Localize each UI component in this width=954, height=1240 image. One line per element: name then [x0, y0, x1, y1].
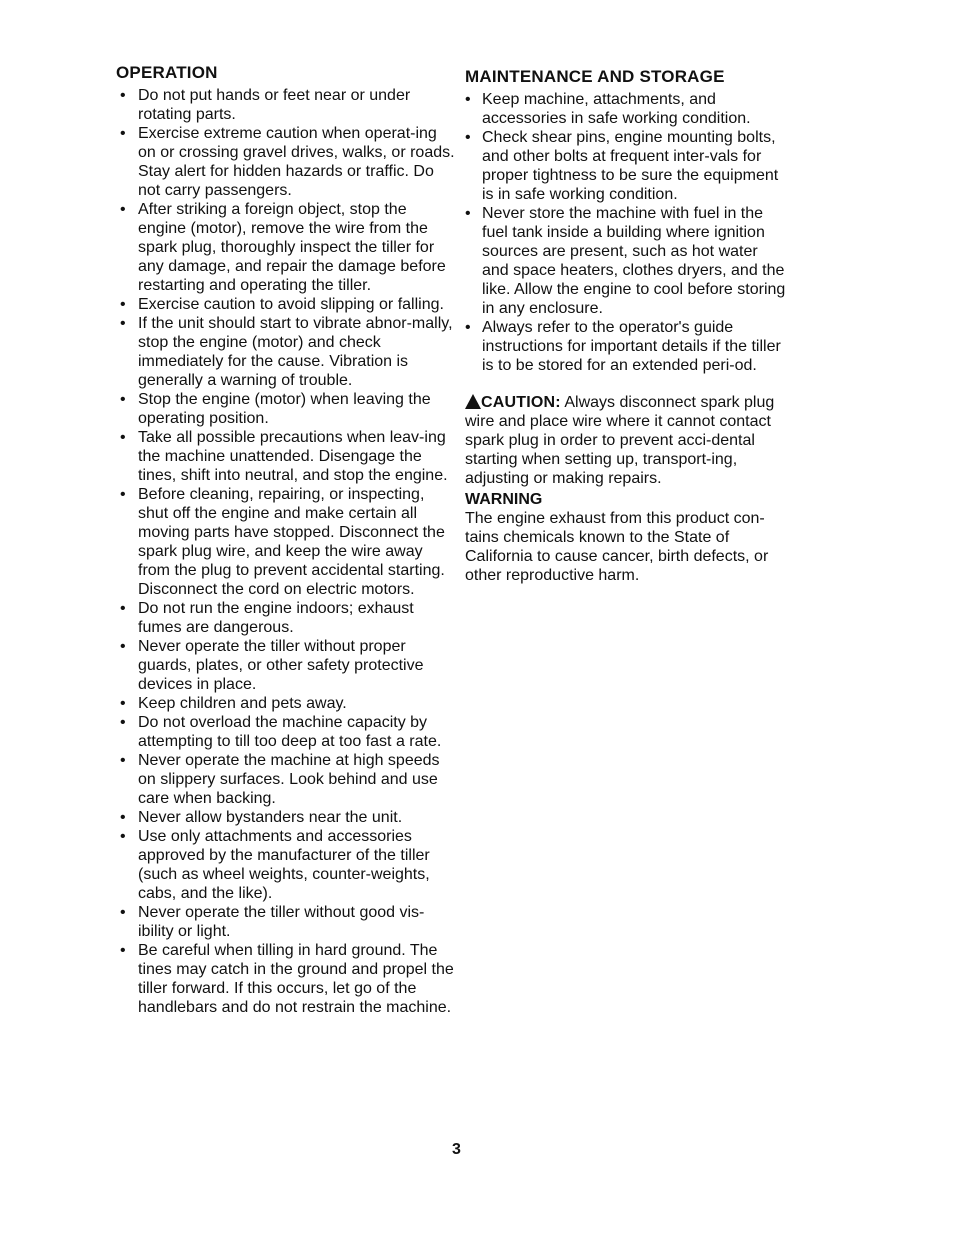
list-item: • Never operate the tiller without good vis-ibility or light.: [120, 904, 425, 940]
caution-notice: [465, 393, 790, 488]
bullet-icon: •: [120, 600, 126, 617]
bullet-icon: •: [120, 296, 126, 313]
list-item: • Exercise extreme caution when operat-ing on or crossing gravel drives, walks, or roads. Stay alert for hidden hazards or traffic. Do not carry passengers.: [120, 125, 455, 199]
operation-heading: OPERATION: [116, 63, 218, 82]
bullet-icon: •: [465, 129, 471, 146]
list-item: • Take all possible precautions when leav-ing the machine unattended. Disengage the tines, shift into neutral, and stop the engine.: [120, 429, 448, 484]
list-item: • Keep children and pets away.: [120, 695, 347, 712]
list-item: • Do not run the engine indoors; exhaust fumes are dangerous.: [120, 600, 414, 636]
bullet-icon: •: [465, 205, 471, 222]
warning-text: The engine exhaust from this product con-tains chemicals known to the State of California to cause cancer, birth defects, or other reproductive harm.: [465, 510, 769, 584]
list-item: • Do not overload the machine capacity by attempting to till too deep at too fast a rate.: [120, 714, 442, 750]
list-item: • Exercise caution to avoid slipping or falling.: [120, 296, 444, 313]
bullet-icon: •: [120, 809, 126, 826]
bullet-icon: •: [465, 91, 471, 108]
list-item: • Never allow bystanders near the unit.: [120, 809, 403, 826]
operation-section: [116, 62, 456, 1017]
warning-heading: WARNING: [465, 491, 543, 508]
bullet-icon: •: [120, 752, 126, 769]
bullet-icon: •: [465, 319, 471, 336]
list-item: • Check shear pins, engine mounting bolts, and other bolts at frequent inter-vals for proper tightness to be sure the equipment is in safe working condition.: [465, 129, 779, 203]
list-item: • Always refer to the operator's guide instructions for important details if the tiller is to be stored for an extended peri-od.: [465, 319, 781, 374]
caution-label: CAUTION:: [481, 394, 561, 411]
bullet-icon: •: [120, 942, 126, 959]
bullet-icon: •: [120, 486, 126, 503]
caution-text: Always disconnect spark plug wire and place wire where it cannot contact spark plug in order to prevent acci-dental starting when setting up, transport-ing, adjusting or making repairs.: [465, 394, 775, 487]
list-item: • Never operate the tiller without proper guards, plates, or other safety protective devices in place.: [120, 638, 424, 693]
bullet-icon: •: [120, 391, 126, 408]
list-item: • Use only attachments and accessories approved by the manufacturer of the tiller (such as wheel weights, counter-weights, cabs, and the like).: [120, 828, 430, 902]
list-item: • Do not put hands or feet near or under rotating parts.: [120, 87, 411, 123]
bullet-icon: •: [120, 638, 126, 655]
list-item: • Before cleaning, repairing, or inspecting, shut off the engine and make certain all moving parts have stopped. Disconnect the spark plug wire, and keep the wire away from the plug to prevent accidental starting. Disconnect the cord on electric motors.: [120, 486, 445, 598]
list-item: • Be careful when tilling in hard ground. The tines may catch in the ground and propel the tiller forward. If this occurs, let go of the handlebars and do not restrain the machine.: [120, 942, 454, 1016]
maintenance-list: [465, 90, 795, 375]
bullet-icon: •: [120, 695, 126, 712]
list-item: • Stop the engine (motor) when leaving the operating position.: [120, 391, 431, 427]
bullet-icon: •: [120, 904, 126, 921]
list-item: • After striking a foreign object, stop the engine (motor), remove the wire from the spark plug, thoroughly inspect the tiller for any damage, and repair the damage before restarting and operating the tiller.: [120, 201, 446, 294]
maintenance-section: [465, 62, 795, 585]
bullet-icon: •: [120, 201, 126, 218]
page-number: 3: [452, 1141, 461, 1158]
bullet-icon: •: [120, 828, 126, 845]
warning-triangle-icon: [465, 394, 481, 409]
list-item: • Keep machine, attachments, and accessories in safe working condition.: [465, 91, 751, 127]
operation-list: [116, 86, 456, 1017]
list-item: • If the unit should start to vibrate abnor-mally, stop the engine (motor) and check immediately for the cause. Vibration is generally a warning of trouble.: [120, 315, 453, 389]
bullet-icon: •: [120, 714, 126, 731]
list-item: • Never store the machine with fuel in the fuel tank inside a building where ignition sources are present, such as hot water and space heaters, clothes dryers, and the like. Allow the engine to cool before storing in any enclosure.: [465, 205, 786, 317]
list-item: • Never operate the machine at high speeds on slippery surfaces. Look behind and use care when backing.: [120, 752, 440, 807]
bullet-icon: •: [120, 429, 126, 446]
bullet-icon: •: [120, 315, 126, 332]
maintenance-heading: MAINTENANCE AND STORAGE: [465, 67, 725, 86]
bullet-icon: •: [120, 87, 126, 104]
bullet-icon: •: [120, 125, 126, 142]
